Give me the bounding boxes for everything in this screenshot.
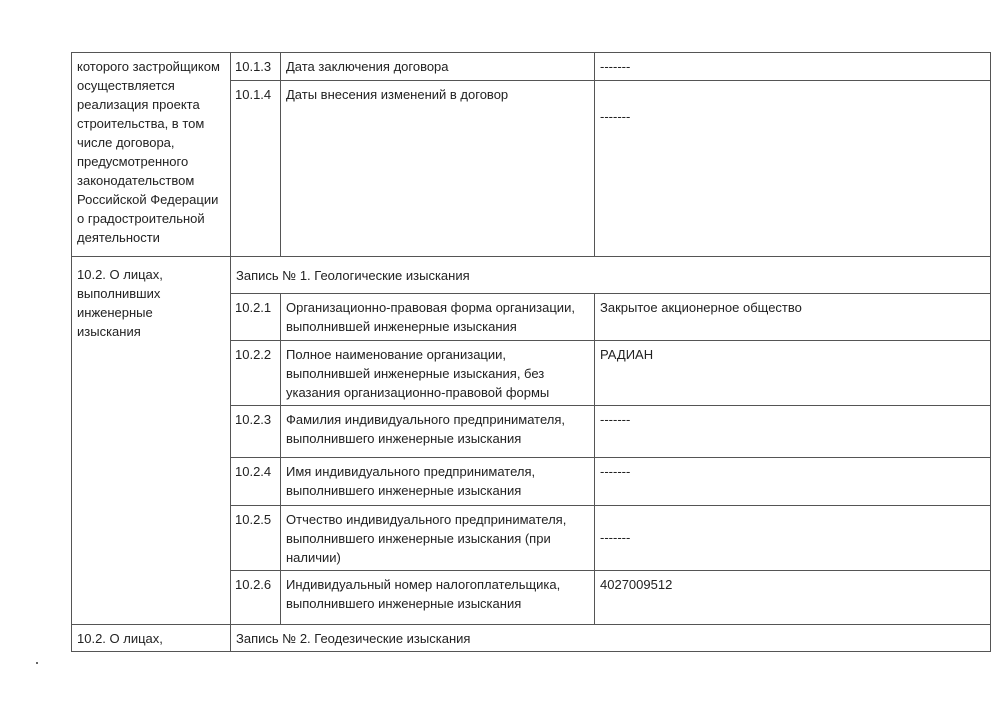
field-label: Индивидуальный номер налогоплательщика, выполнившего инженерные изыскания	[281, 571, 595, 625]
section-label: 10.2. О лицах, выполнивших инженерные изыскания	[72, 257, 231, 625]
field-value: РАДИАН	[595, 341, 991, 406]
record-title: Запись № 1. Геологические изыскания	[231, 257, 991, 294]
row-number: 10.2.3	[231, 406, 281, 458]
row-number: 10.2.1	[231, 294, 281, 341]
field-value: -------	[595, 506, 991, 571]
table-row	[72, 53, 991, 81]
row-number: 10.2.4	[231, 458, 281, 506]
field-label: Дата заключения договора	[281, 53, 595, 81]
field-label: Даты внесения изменений в договор	[281, 81, 595, 257]
field-label: Организационно-правовая форма организации, выполнившей инженерные изыскания	[281, 294, 595, 341]
field-label: Фамилия индивидуального предпринимателя, выполнившего инженерные изыскания	[281, 406, 595, 458]
table-row	[72, 257, 991, 294]
row-number: 10.2.6	[231, 571, 281, 625]
field-label: Полное наименование организации, выполнившей инженерные изыскания, без указания организационно-правовой формы	[281, 341, 595, 406]
section-label: которого застройщиком осуществляется реализация проекта строительства, в том числе договора, предусмотренного законодательством Российской Федерации о градостроительной деятельности	[72, 53, 231, 257]
field-value: -------	[595, 81, 991, 257]
document-table	[71, 52, 991, 652]
row-number: 10.2.5	[231, 506, 281, 571]
row-number: 10.2.2	[231, 341, 281, 406]
field-label: Имя индивидуального предпринимателя, выполнившего инженерные изыскания	[281, 458, 595, 506]
section-label: 10.2. О лицах,	[72, 625, 231, 652]
field-value: -------	[595, 458, 991, 506]
table-row	[72, 625, 991, 652]
field-value: 4027009512	[595, 571, 991, 625]
field-label: Отчество индивидуального предпринимателя, выполнившего инженерные изыскания (при наличии)	[281, 506, 595, 571]
field-value: -------	[595, 53, 991, 81]
field-value: Закрытое акционерное общество	[595, 294, 991, 341]
row-number: 10.1.3	[231, 53, 281, 81]
row-number: 10.1.4	[231, 81, 281, 257]
scan-speck	[36, 662, 38, 664]
field-value: -------	[595, 406, 991, 458]
record-title: Запись № 2. Геодезические изыскания	[231, 625, 991, 652]
